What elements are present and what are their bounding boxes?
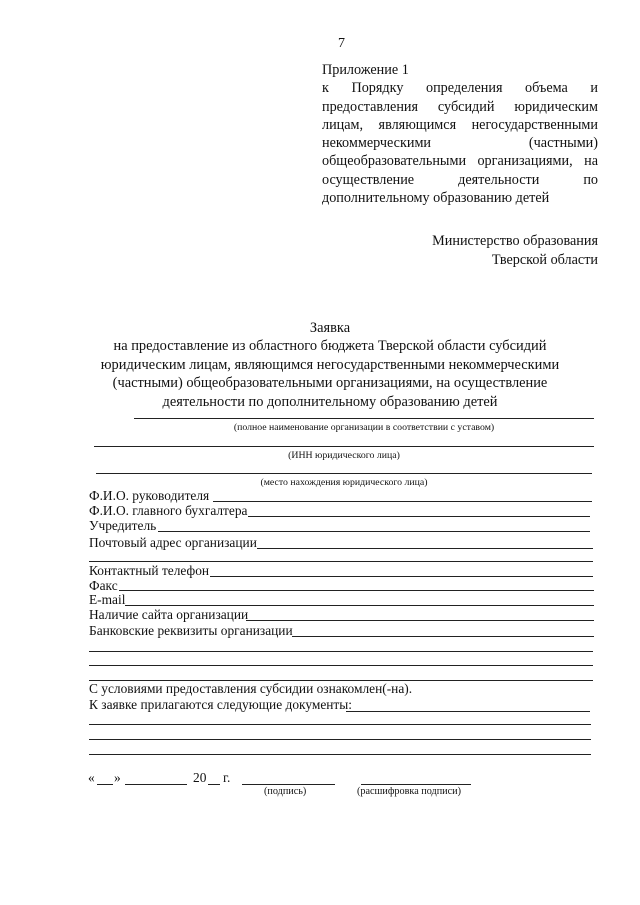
bank-details-blank-3[interactable] [89, 665, 593, 666]
application-heading [70, 319, 590, 411]
attached-documents-blank[interactable] [346, 711, 590, 712]
phone-label: Контактный телефон [89, 563, 210, 578]
attached-documents-label: К заявке прилагаются следующие документы: [89, 697, 353, 712]
appendix-title: Приложение 1 [322, 62, 409, 78]
email-blank[interactable] [125, 605, 594, 606]
bank-details-blank[interactable] [292, 636, 594, 637]
attached-documents-blank-2[interactable] [89, 724, 591, 725]
postal-address-blank[interactable] [257, 548, 593, 549]
org-name-blank[interactable] [134, 418, 594, 419]
accountant-name-label: Ф.И.О. главного бухгалтера [89, 503, 248, 518]
heading-title: Заявка [309, 320, 351, 336]
fax-blank[interactable] [119, 590, 594, 591]
bank-details-label: Банковские реквизиты организации [89, 623, 293, 638]
head-name-blank[interactable] [213, 501, 592, 502]
month-blank[interactable] [125, 784, 187, 785]
website-blank[interactable] [246, 620, 594, 621]
website-label: Наличие сайта организации [89, 607, 249, 622]
attached-documents-blank-3[interactable] [89, 739, 591, 740]
postal-address-blank-2[interactable] [89, 561, 593, 562]
year-blank[interactable] [208, 784, 220, 785]
inn-caption: (ИНН юридического лица) [288, 450, 400, 461]
date-close-quote: » [114, 770, 121, 785]
recipient-line-2: Тверской области [491, 252, 598, 268]
recipient-line-1: Министерство образования [432, 233, 598, 249]
heading-line-2: юридическим лицам, являющимся негосударственными некоммерческими [100, 356, 560, 373]
date-open-quote: « [88, 770, 95, 785]
inn-blank[interactable] [94, 446, 594, 447]
day-blank[interactable] [97, 784, 113, 785]
signature-caption: (подпись) [264, 786, 307, 797]
heading-line-3: (частными) общеобразовательными организациями, на осуществление [112, 375, 548, 392]
signature-blank[interactable] [242, 784, 335, 785]
page-number: 7 [338, 36, 345, 51]
heading-line-4: деятельности по дополнительному образованию детей [162, 393, 498, 410]
founder-label: Учредитель [89, 518, 157, 533]
signature-transcript-blank[interactable] [361, 784, 471, 785]
head-name-label: Ф.И.О. руководителя [89, 488, 210, 503]
appendix-text: к Порядку определения объема и предоставления субсидий юридическим лицам, являющимся негосударственными некоммерческими (частными) общеобразовательными организациями, на осуществление деятельности по дополнительному образованию детей [322, 80, 598, 207]
founder-blank[interactable] [158, 531, 590, 532]
org-name-caption: (полное наименование организации в соответствии с уставом) [233, 422, 495, 433]
year-suffix: г. [223, 770, 231, 785]
email-label: E-mail [89, 592, 126, 607]
phone-blank[interactable] [210, 576, 593, 577]
location-caption: (место нахождения юридического лица) [260, 477, 428, 488]
appendix-block [322, 61, 598, 207]
signature-transcript-caption: (расшифровка подписи) [357, 786, 461, 797]
location-blank[interactable] [96, 473, 592, 474]
bank-details-blank-2[interactable] [89, 651, 593, 652]
fax-label: Факс [89, 578, 118, 593]
year-prefix: 20 [193, 770, 207, 785]
accountant-name-blank[interactable] [248, 516, 590, 517]
acquainted-statement: С условиями предоставления субсидии ознакомлен(-на). [89, 681, 413, 696]
postal-address-label: Почтовый адрес организации [89, 535, 257, 550]
heading-line-1: на предоставление из областного бюджета Тверской области субсидий [113, 338, 547, 355]
recipient-block [360, 232, 598, 270]
attached-documents-blank-4[interactable] [89, 754, 591, 755]
